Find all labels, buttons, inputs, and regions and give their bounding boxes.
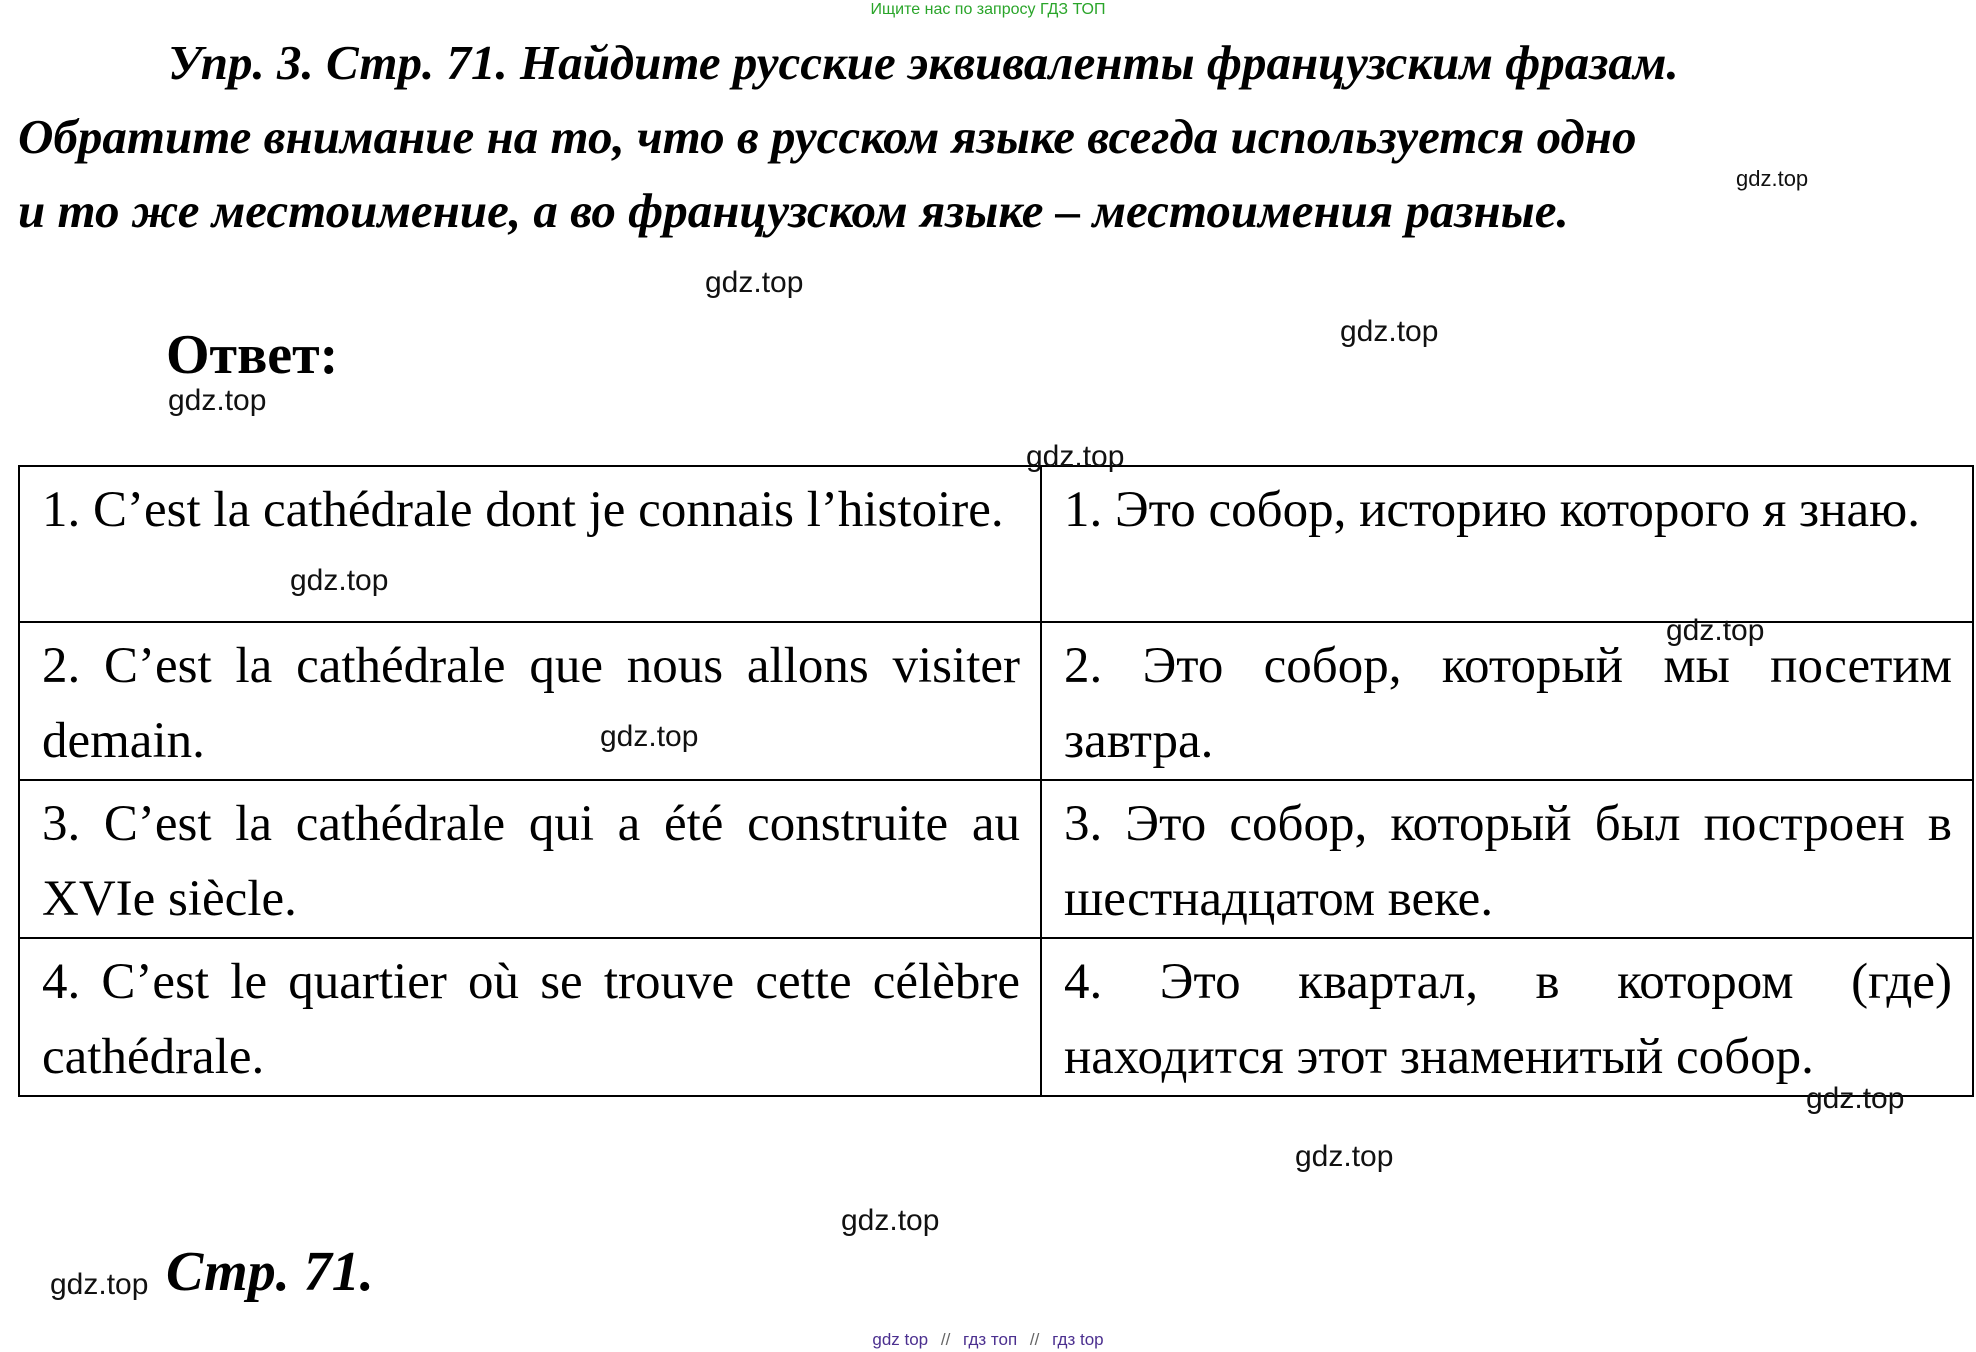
bottom-banner [0,1330,1976,1350]
task-line-1: Упр. 3. Стр. 71. Найдите русские эквиваленты французским фразам. [168,35,1679,90]
russian-phrase-2: 2. Это собор, который мы посетим завтра. [1041,622,1973,780]
russian-phrase-3: 3. Это собор, который был построен в шестнадцатом веке. [1041,780,1973,938]
task-line-3: и то же местоимение, а во французском языке – местоимения разные. [18,183,1569,238]
watermark: gdz.top [1295,1140,1394,1173]
watermark: gdz.top [841,1204,940,1237]
table-row [19,780,1973,938]
page-footer-title: Стр. 71. [166,1241,374,1303]
watermark: gdz.top [1026,440,1125,473]
watermark: gdz.top [290,564,389,597]
french-phrase-1: 1. C’est la cathédrale dont je connais l’histoire. [19,466,1041,622]
answer-label: Ответ: [166,324,339,386]
table-row [19,466,1973,622]
footer-separator: // [1029,1330,1040,1349]
table-row [19,938,1973,1096]
watermark: gdz.top [1736,166,1809,191]
watermark: gdz.top [600,720,699,753]
footer-separator: // [940,1330,951,1349]
footer-link-1[interactable]: gdz top [872,1330,929,1349]
watermark: gdz.top [1340,315,1439,348]
russian-phrase-1: 1. Это собор, историю которого я знаю. [1041,466,1973,622]
watermark: gdz.top [705,266,804,299]
translation-table [18,465,1974,1097]
french-phrase-3: 3. C’est la cathédrale qui a été construite au XVIe siècle. [19,780,1041,938]
footer-link-3[interactable]: гдз top [1052,1330,1104,1349]
french-phrase-2: 2. C’est la cathédrale que nous allons visiter demain. [19,622,1041,780]
watermark: gdz.top [1666,614,1765,647]
watermark: gdz.top [1806,1082,1905,1115]
russian-phrase-4: 4. Это квартал, в котором (где) находится этот знаменитый собор. [1041,938,1973,1096]
task-line-2: Обратите внимание на то, что в русском языке всегда используется одно [18,109,1637,164]
exercise-task [18,26,1976,248]
top-banner[interactable]: Ищите нас по запросу ГДЗ ТОП [870,1,1106,18]
footer-link-2[interactable]: гдз топ [963,1330,1018,1349]
watermark: gdz.top [168,384,267,417]
watermark: gdz.top [50,1268,149,1301]
french-phrase-4: 4. C’est le quartier où se trouve cette célèbre cathédrale. [19,938,1041,1096]
